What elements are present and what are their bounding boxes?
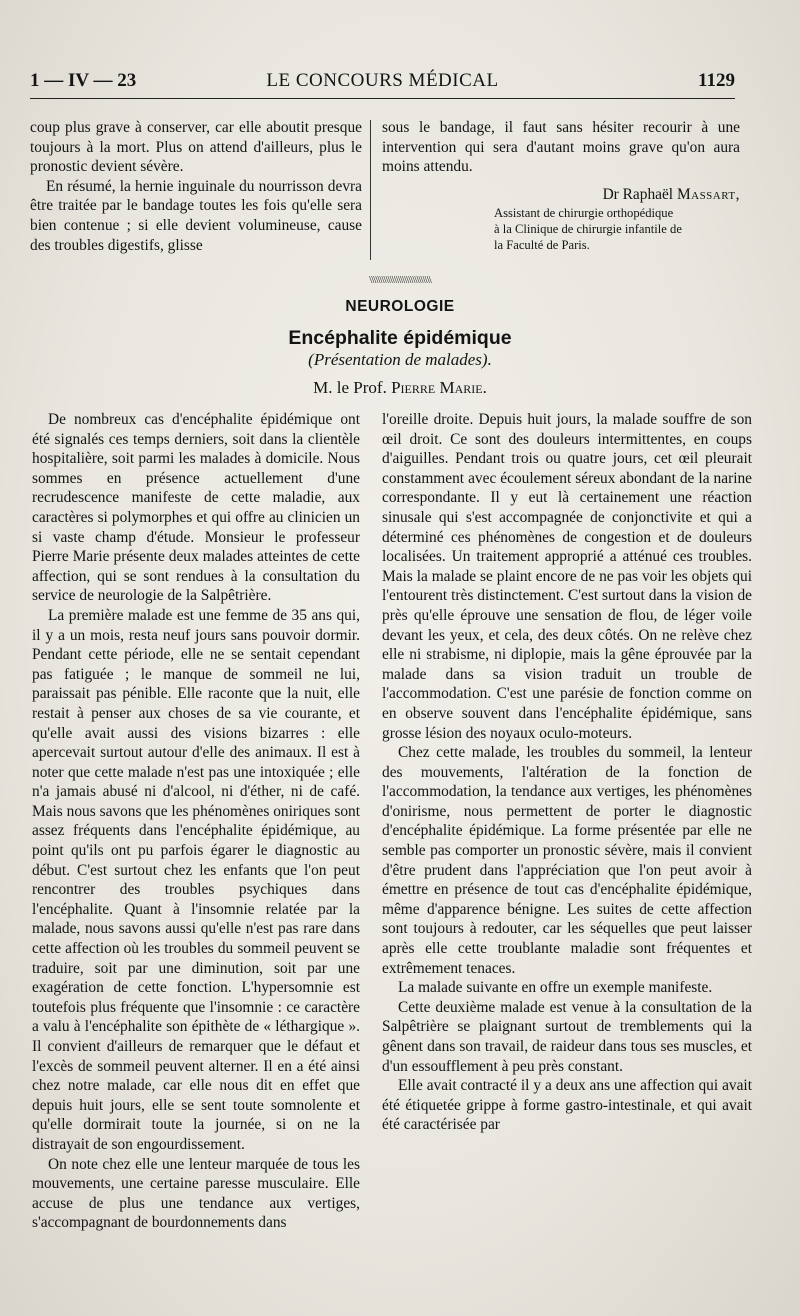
signature-name: Massart, — [676, 185, 740, 203]
author-prefix: M. le Prof. — [313, 378, 387, 397]
paragraph: Elle avait contracté il y a deux ans une affection qui avait été étiquetée grippe à forme gastro-intestinale, et qui avait été caractérisée par — [382, 1077, 752, 1134]
paragraph: De nombreux cas d'encéphalite épidémique ont été signalés ces temps derniers, soit dans la clientèle hospitalière, soit parmi les malades à domicile. Nous sommes en présence actuellement d'une recrudescence manifeste de cette maladie, aux caractères si polymorphes et qui offre au clinicien un si vaste champ d'étude. Monsieur le professeur Pierre Marie présente deux malades atteintes de cette affection, qui se sont rendues à la consultation du service de neurologie de la Salpêtrière. — [32, 411, 360, 605]
paragraph: sous le bandage, il faut sans hésiter recourir à une intervention qui sera d'autant moins grave qu'on aura moins attendu. — [382, 119, 740, 176]
body-right-column — [382, 410, 752, 1135]
issue-date: 1 — IV — 23 — [30, 70, 137, 91]
paragraph: Chez cette malade, les troubles du sommeil, la lenteur des mouvements, l'altération de la fonction de l'accommodation, la tendance aux vertiges, les phénomènes d'onirisme, nous permettent de porter le diagnostic d'encéphalite épidémique. La forme présentée par elle ne semble pas comporter un pronostic sévère, mais il convient d'être prudent dans l'appréciation que l'on peut avoir à émettre en présence de tout cas d'encéphalite épidémique, même d'apparence bénigne. Les suites de cette affection sont toujours à redouter, car les séquelles que peut laisser après elle cette troublante maladie sont fréquentes et extrêmement tenaces. — [382, 744, 752, 977]
body-left-column — [32, 410, 360, 1233]
affiliation — [494, 206, 740, 253]
running-header — [30, 70, 735, 99]
top-right-column — [382, 118, 740, 253]
signature — [382, 185, 740, 205]
column-divider — [370, 120, 371, 260]
paragraph: On note chez elle une lenteur marquée de tous les mouvements, une certaine paresse musculaire. Elle accuse de plus une tendance aux vertiges, s'accompagnant de bourdonnements dans — [32, 1155, 360, 1232]
author-name: Pierre Marie. — [391, 378, 487, 397]
section-heading: NEUROLOGIE — [345, 298, 455, 315]
affiliation-line: à la Clinique de chirurgie infantile de — [494, 221, 682, 236]
article-author — [0, 378, 800, 398]
affiliation-line: la Faculté de Paris. — [494, 237, 590, 252]
paragraph: Cette deuxième malade est venue à la consultation de la Salpêtrière se plaignant surtout de tremblements qui la gênent dans son travail, de raideur dans tous ses muscles, et d'un essoufflement à peu près constant. — [382, 998, 752, 1075]
page-number: 1129 — [698, 70, 735, 91]
affiliation-line: Assistant de chirurgie orthopédique — [494, 206, 674, 221]
paragraph: coup plus grave à conserver, car elle aboutit presque toujours à la mort. Plus on attend d'ailleurs, plus le pronostic devient sévère. — [30, 119, 362, 176]
paragraph: La malade suivante en offre un exemple manifeste. — [398, 979, 713, 997]
paragraph: l'oreille droite. Depuis huit jours, la malade souffre de son œil droit. Ce sont des douleurs intermittentes, en coups d'aiguilles. Pendant trois ou quatre jours, cet œil pleurait constamment avec écoulement séreux abondant de la narine correspondante. Il y eut là certainement une réaction sinusale qui s'est accompagnée de conjonctivite et qui a déterminé ces phénomènes de congestion et de douleurs localisées. Un traitement approprié a atténué ces troubles. Mais la malade se plaint encore de ne pas voir les objets qui l'entourent très distinctement. C'est surtout dans la vision de près qu'elle éprouve une sensation de flou, de léger voile devant les yeux, et cela, des deux côtés. On ne relève chez elle ni strabisme, ni diplopie, mais la gêne éprouvée par la malade dans sa vision traduit un trouble de l'accommodation. C'est une parésie de fonction comme on en observe souvent dans l'encéphalite épidémique, sans grosse lésion des noyaux oculo-moteurs. — [382, 411, 752, 742]
top-left-column — [30, 118, 362, 255]
journal-title: LE CONCOURS MÉDICAL — [266, 70, 499, 91]
article-title: Encéphalite épidémique — [288, 327, 512, 349]
paragraph: En résumé, la hernie inguinale du nourrisson devra être traitée par le bandage toutes les fois qu'elle sera bien contenue ; si elle devient volumineuse, cause des troubles digestifs, glisse — [30, 177, 362, 254]
paragraph: La première malade est une femme de 35 ans qui, il y a un mois, resta neuf jours sans pouvoir dormir. Pendant cette période, elle ne se sentait cependant pas fatiguée ; le manque de sommeil ne lui, paraissait pas pénible. Elle raconte que la nuit, elle restait à penser aux choses de sa vie courante, et qu'elle avait aussi des visions bizarres : elle apercevait surtout autour d'elle des animaux. Il est à noter que cette malade n'est pas une intoxiquée ; elle n'a jamais abusé ni d'alcool, ni d'éther, ni de café. Mais nous savons que les phénomènes oniriques sont assez fréquents dans l'encéphalite épidémique, au point qu'ils ont pu parfois égarer le diagnostic au début. C'est surtout chez les enfants que l'on peut rencontrer des troubles psychiques dans l'encéphalite. Quant à l'insomnie relatée par la malade, nous savons aussi qu'elle n'est pas rare dans cette affection où les troubles du sommeil peuvent se traduire, soit par une diminution, soit par une exagération de cette fonction. L'hypersomnie est toutefois plus fréquente que l'insomnie : ce caractère a valu à l'encéphalite son épithète de « léthargique ». Il convient d'ailleurs de remarquer que le défaut et l'excès de sommeil peuvent alterner. Il en a été ainsi chez notre malade, car elle nous dit en effet que depuis huit jours, elle se sent toute somnolente et qu'elle dormirait toute la journée, si on ne la distrayait de son engourdissement. — [32, 606, 360, 1153]
article-subtitle: (Présentation de malades). — [308, 350, 492, 369]
section-ornament: \\\\\\\\\\\\\\\\\\\\\\\\\\\\\\ — [369, 274, 431, 286]
signature-prefix: Dr Raphaël — [602, 185, 674, 203]
